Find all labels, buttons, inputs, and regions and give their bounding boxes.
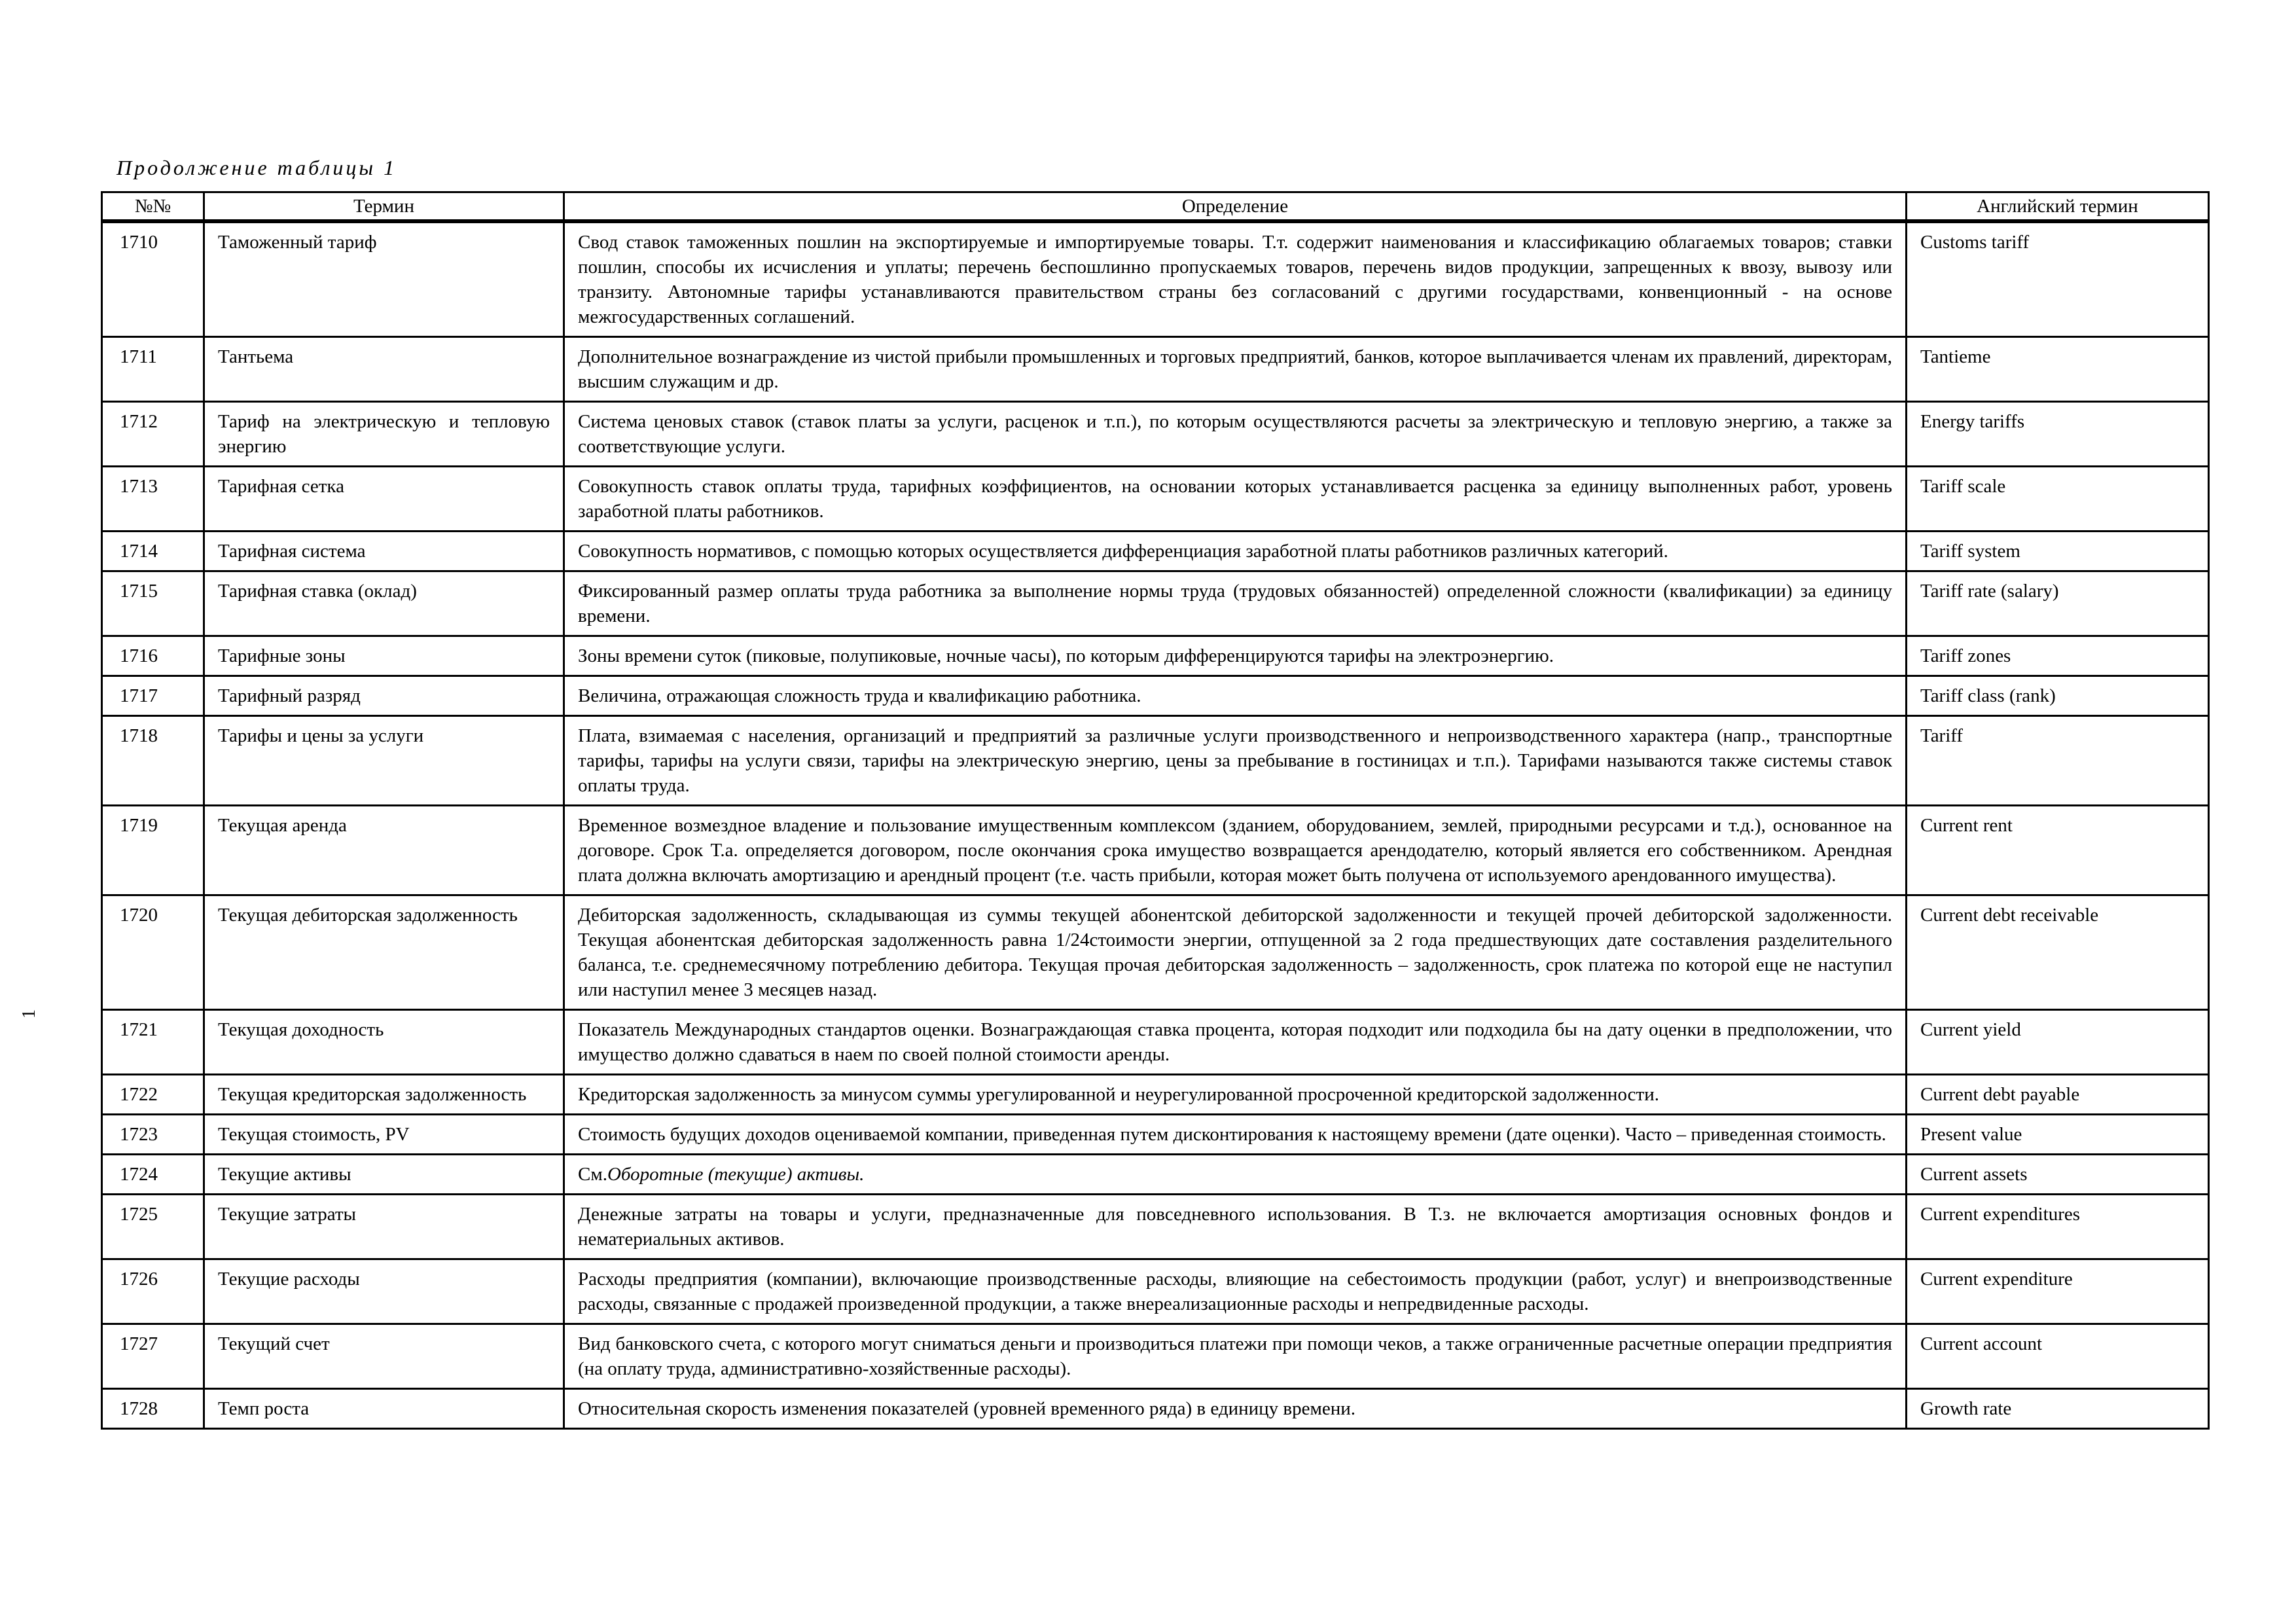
row-definition: Зоны времени суток (пиковые, полупиковые, ночные часы), по которым дифференцируются тарифы на электроэнергию. bbox=[564, 636, 1907, 676]
row-term: Тариф на электрическую и тепловую энергию bbox=[204, 402, 564, 467]
row-num: 1711 bbox=[102, 337, 204, 402]
row-definition: Плата, взимаемая с населения, организаций и предприятий за различные услуги производственного и непроизводственного характера (напр., транспортные тарифы, тарифы на услуги связи, тарифы на электрическую энергию, цены за пребывание в гостиницах и т.п.). Тарифами называются также системы ставок оплаты труда. bbox=[564, 716, 1907, 806]
row-num: 1716 bbox=[102, 636, 204, 676]
row-definition: Дополнительное вознаграждение из чистой прибыли промышленных и торговых предприятий, банков, которое выплачивается членам их правлений, директорам, высшим служащим и др. bbox=[564, 337, 1907, 402]
row-definition: Стоимость будущих доходов оцениваемой компании, приведенная путем дисконтирования к настоящему времени (дате оценки). Часто – приведенная стоимость. bbox=[564, 1115, 1907, 1155]
row-term: Текущие активы bbox=[204, 1155, 564, 1195]
row-num: 1712 bbox=[102, 402, 204, 467]
definition-see-reference: Оборотные (текущие) активы. bbox=[607, 1164, 865, 1185]
row-term: Текущая дебиторская задолженность bbox=[204, 895, 564, 1010]
table-row bbox=[102, 716, 2209, 806]
table-row bbox=[102, 1324, 2209, 1389]
row-english: Tariff scale bbox=[1907, 467, 2209, 532]
row-definition: Совокупность нормативов, с помощью которых осуществляется дифференциация заработной платы работников различных категорий. bbox=[564, 532, 1907, 571]
header-term: Термин bbox=[204, 192, 564, 222]
row-english: Current debt payable bbox=[1907, 1075, 2209, 1115]
row-num: 1723 bbox=[102, 1115, 204, 1155]
row-definition: Денежные затраты на товары и услуги, предназначенные для повседневного использования. В Т.з. не включается амортизация основных фондов и нематериальных активов. bbox=[564, 1195, 1907, 1259]
row-num: 1717 bbox=[102, 676, 204, 716]
row-english: Current assets bbox=[1907, 1155, 2209, 1195]
row-definition: Временное возмездное владение и пользование имущественным комплексом (зданием, оборудованием, землей, природными ресурсами и т.д.), основанное на договоре. Срок Т.а. определяется договором, после окончания срока имущество возвращается арендодателю, который является его собственником. Арендная плата должна включать амортизацию и арендный процент (т.е. часть прибыли, которая может быть получена от используемого арендованного имущества). bbox=[564, 806, 1907, 895]
header-english: Английский термин bbox=[1907, 192, 2209, 222]
table-row bbox=[102, 676, 2209, 716]
table-row bbox=[102, 571, 2209, 636]
row-num: 1713 bbox=[102, 467, 204, 532]
row-english: Current debt receivable bbox=[1907, 895, 2209, 1010]
row-num: 1724 bbox=[102, 1155, 204, 1195]
header-num: №№ bbox=[102, 192, 204, 222]
row-english: Current account bbox=[1907, 1324, 2209, 1389]
row-term: Текущая стоимость, PV bbox=[204, 1115, 564, 1155]
row-term: Текущие затраты bbox=[204, 1195, 564, 1259]
row-definition: Кредиторская задолженность за минусом суммы урегулированной и неурегулированной просроченной кредиторской задолженности. bbox=[564, 1075, 1907, 1115]
table-row bbox=[102, 402, 2209, 467]
row-english: Tantieme bbox=[1907, 337, 2209, 402]
row-english: Tariff rate (salary) bbox=[1907, 571, 2209, 636]
row-num: 1718 bbox=[102, 716, 204, 806]
row-english: Present value bbox=[1907, 1115, 2209, 1155]
row-english: Tariff system bbox=[1907, 532, 2209, 571]
definition-see-prefix: См. bbox=[578, 1164, 607, 1185]
table-row bbox=[102, 1195, 2209, 1259]
row-num: 1725 bbox=[102, 1195, 204, 1259]
row-definition: Относительная скорость изменения показателей (уровней временного ряда) в единицу времени. bbox=[564, 1389, 1907, 1429]
row-english: Current rent bbox=[1907, 806, 2209, 895]
table-row bbox=[102, 1010, 2209, 1075]
header-definition: Определение bbox=[564, 192, 1907, 222]
table-row bbox=[102, 1259, 2209, 1324]
row-definition: Свод ставок таможенных пошлин на экспортируемые и импортируемые товары. Т.т. содержит наименования и классификацию облагаемых товаров; ставки пошлин, способы их исчисления и уплаты; перечень беспошлинно пропускаемых товаров, перечень видов продукции, запрещенных к ввозу, вывозу или транзиту. Автономные тарифы устанавливаются правительством страны без согласований с другими государствами, конвенционный - на основе межгосударственных соглашений. bbox=[564, 221, 1907, 337]
table-row bbox=[102, 636, 2209, 676]
row-term: Текущие расходы bbox=[204, 1259, 564, 1324]
row-num: 1728 bbox=[102, 1389, 204, 1429]
row-num: 1722 bbox=[102, 1075, 204, 1115]
row-definition: Дебиторская задолженность, складывающая из суммы текущей абонентской дебиторской задолженности и текущей прочей дебиторской задолженности. Текущая абонентская дебиторская задолженность равна 1/24стоимости энергии, отпущенной за 2 года предшествующих дате составления разделительного баланса, т.е. среднемесячному потреблению дебитора. Текущая прочая дебиторская задолженность – задолженность, срок платежа по которой еще не наступил или наступил менее 3 месяцев назад. bbox=[564, 895, 1907, 1010]
row-term: Тарифная сетка bbox=[204, 467, 564, 532]
row-english: Current expenditure bbox=[1907, 1259, 2209, 1324]
row-term: Текущая доходность bbox=[204, 1010, 564, 1075]
row-num: 1726 bbox=[102, 1259, 204, 1324]
row-term: Текущая аренда bbox=[204, 806, 564, 895]
row-term: Темп роста bbox=[204, 1389, 564, 1429]
row-definition: Вид банковского счета, с которого могут сниматься деньги и производиться платежи при помощи чеков, а также ограниченные расчетные операции предприятия (на оплату труда, административно-хозяйственные расходы). bbox=[564, 1324, 1907, 1389]
row-term: Тарифы и цены за услуги bbox=[204, 716, 564, 806]
row-definition: Расходы предприятия (компании), включающие производственные расходы, влияющие на себестоимость продукции (работ, услуг) и внепроизводственные расходы, связанные с продажей произведенной продукции, а также внереализационные расходы и непредвиденные расходы. bbox=[564, 1259, 1907, 1324]
table-row bbox=[102, 467, 2209, 532]
table-header-row bbox=[102, 192, 2209, 222]
row-term: Таможенный тариф bbox=[204, 221, 564, 337]
row-num: 1710 bbox=[102, 221, 204, 337]
table-row bbox=[102, 221, 2209, 337]
terms-table bbox=[101, 191, 2210, 1430]
row-term: Текущий счет bbox=[204, 1324, 564, 1389]
table-row bbox=[102, 1075, 2209, 1115]
row-num: 1720 bbox=[102, 895, 204, 1010]
row-english: Customs tariff bbox=[1907, 221, 2209, 337]
table-row bbox=[102, 1389, 2209, 1429]
row-english: Tariff zones bbox=[1907, 636, 2209, 676]
row-num: 1727 bbox=[102, 1324, 204, 1389]
table-caption: Продолжение таблицы 1 bbox=[117, 156, 397, 179]
row-definition: Показатель Международных стандартов оценки. Вознаграждающая ставка процента, которая подходит или подходила бы на дату оценки в предположении, что имущество должно сдаваться в наем по своей полной стоимости аренды. bbox=[564, 1010, 1907, 1075]
row-definition: Совокупность ставок оплаты труда, тарифных коэффициентов, на основании которых устанавливается расценка за единицу выполненных работ, уровень заработной платы работников. bbox=[564, 467, 1907, 532]
table-row bbox=[102, 1115, 2209, 1155]
row-term: Тарифная система bbox=[204, 532, 564, 571]
row-english: Growth rate bbox=[1907, 1389, 2209, 1429]
row-term: Текущая кредиторская задолженность bbox=[204, 1075, 564, 1115]
row-definition: Фиксированный размер оплаты труда работника за выполнение нормы труда (трудовых обязанностей) определенной сложности (квалификации) за единицу времени. bbox=[564, 571, 1907, 636]
row-num: 1714 bbox=[102, 532, 204, 571]
row-english: Tariff class (rank) bbox=[1907, 676, 2209, 716]
row-term: Тарифная ставка (оклад) bbox=[204, 571, 564, 636]
table-row bbox=[102, 1155, 2209, 1195]
table-row bbox=[102, 337, 2209, 402]
row-definition: Величина, отражающая сложность труда и квалификацию работника. bbox=[564, 676, 1907, 716]
row-definition: Система ценовых ставок (ставок платы за услуги, расценок и т.п.), по которым осуществляются расчеты за электрическую и тепловую энергию, а также за соответствующие услуги. bbox=[564, 402, 1907, 467]
row-term: Тарифные зоны bbox=[204, 636, 564, 676]
table-row bbox=[102, 806, 2209, 895]
row-definition bbox=[564, 1155, 1907, 1195]
row-term: Тантьема bbox=[204, 337, 564, 402]
table-row bbox=[102, 895, 2209, 1010]
row-english: Current yield bbox=[1907, 1010, 2209, 1075]
table-row bbox=[102, 532, 2209, 571]
row-num: 1715 bbox=[102, 571, 204, 636]
row-term: Тарифный разряд bbox=[204, 676, 564, 716]
row-num: 1719 bbox=[102, 806, 204, 895]
row-english: Tariff bbox=[1907, 716, 2209, 806]
side-page-number: 1 bbox=[19, 1009, 39, 1019]
row-english: Energy tariffs bbox=[1907, 402, 2209, 467]
row-num: 1721 bbox=[102, 1010, 204, 1075]
row-english: Current expenditures bbox=[1907, 1195, 2209, 1259]
